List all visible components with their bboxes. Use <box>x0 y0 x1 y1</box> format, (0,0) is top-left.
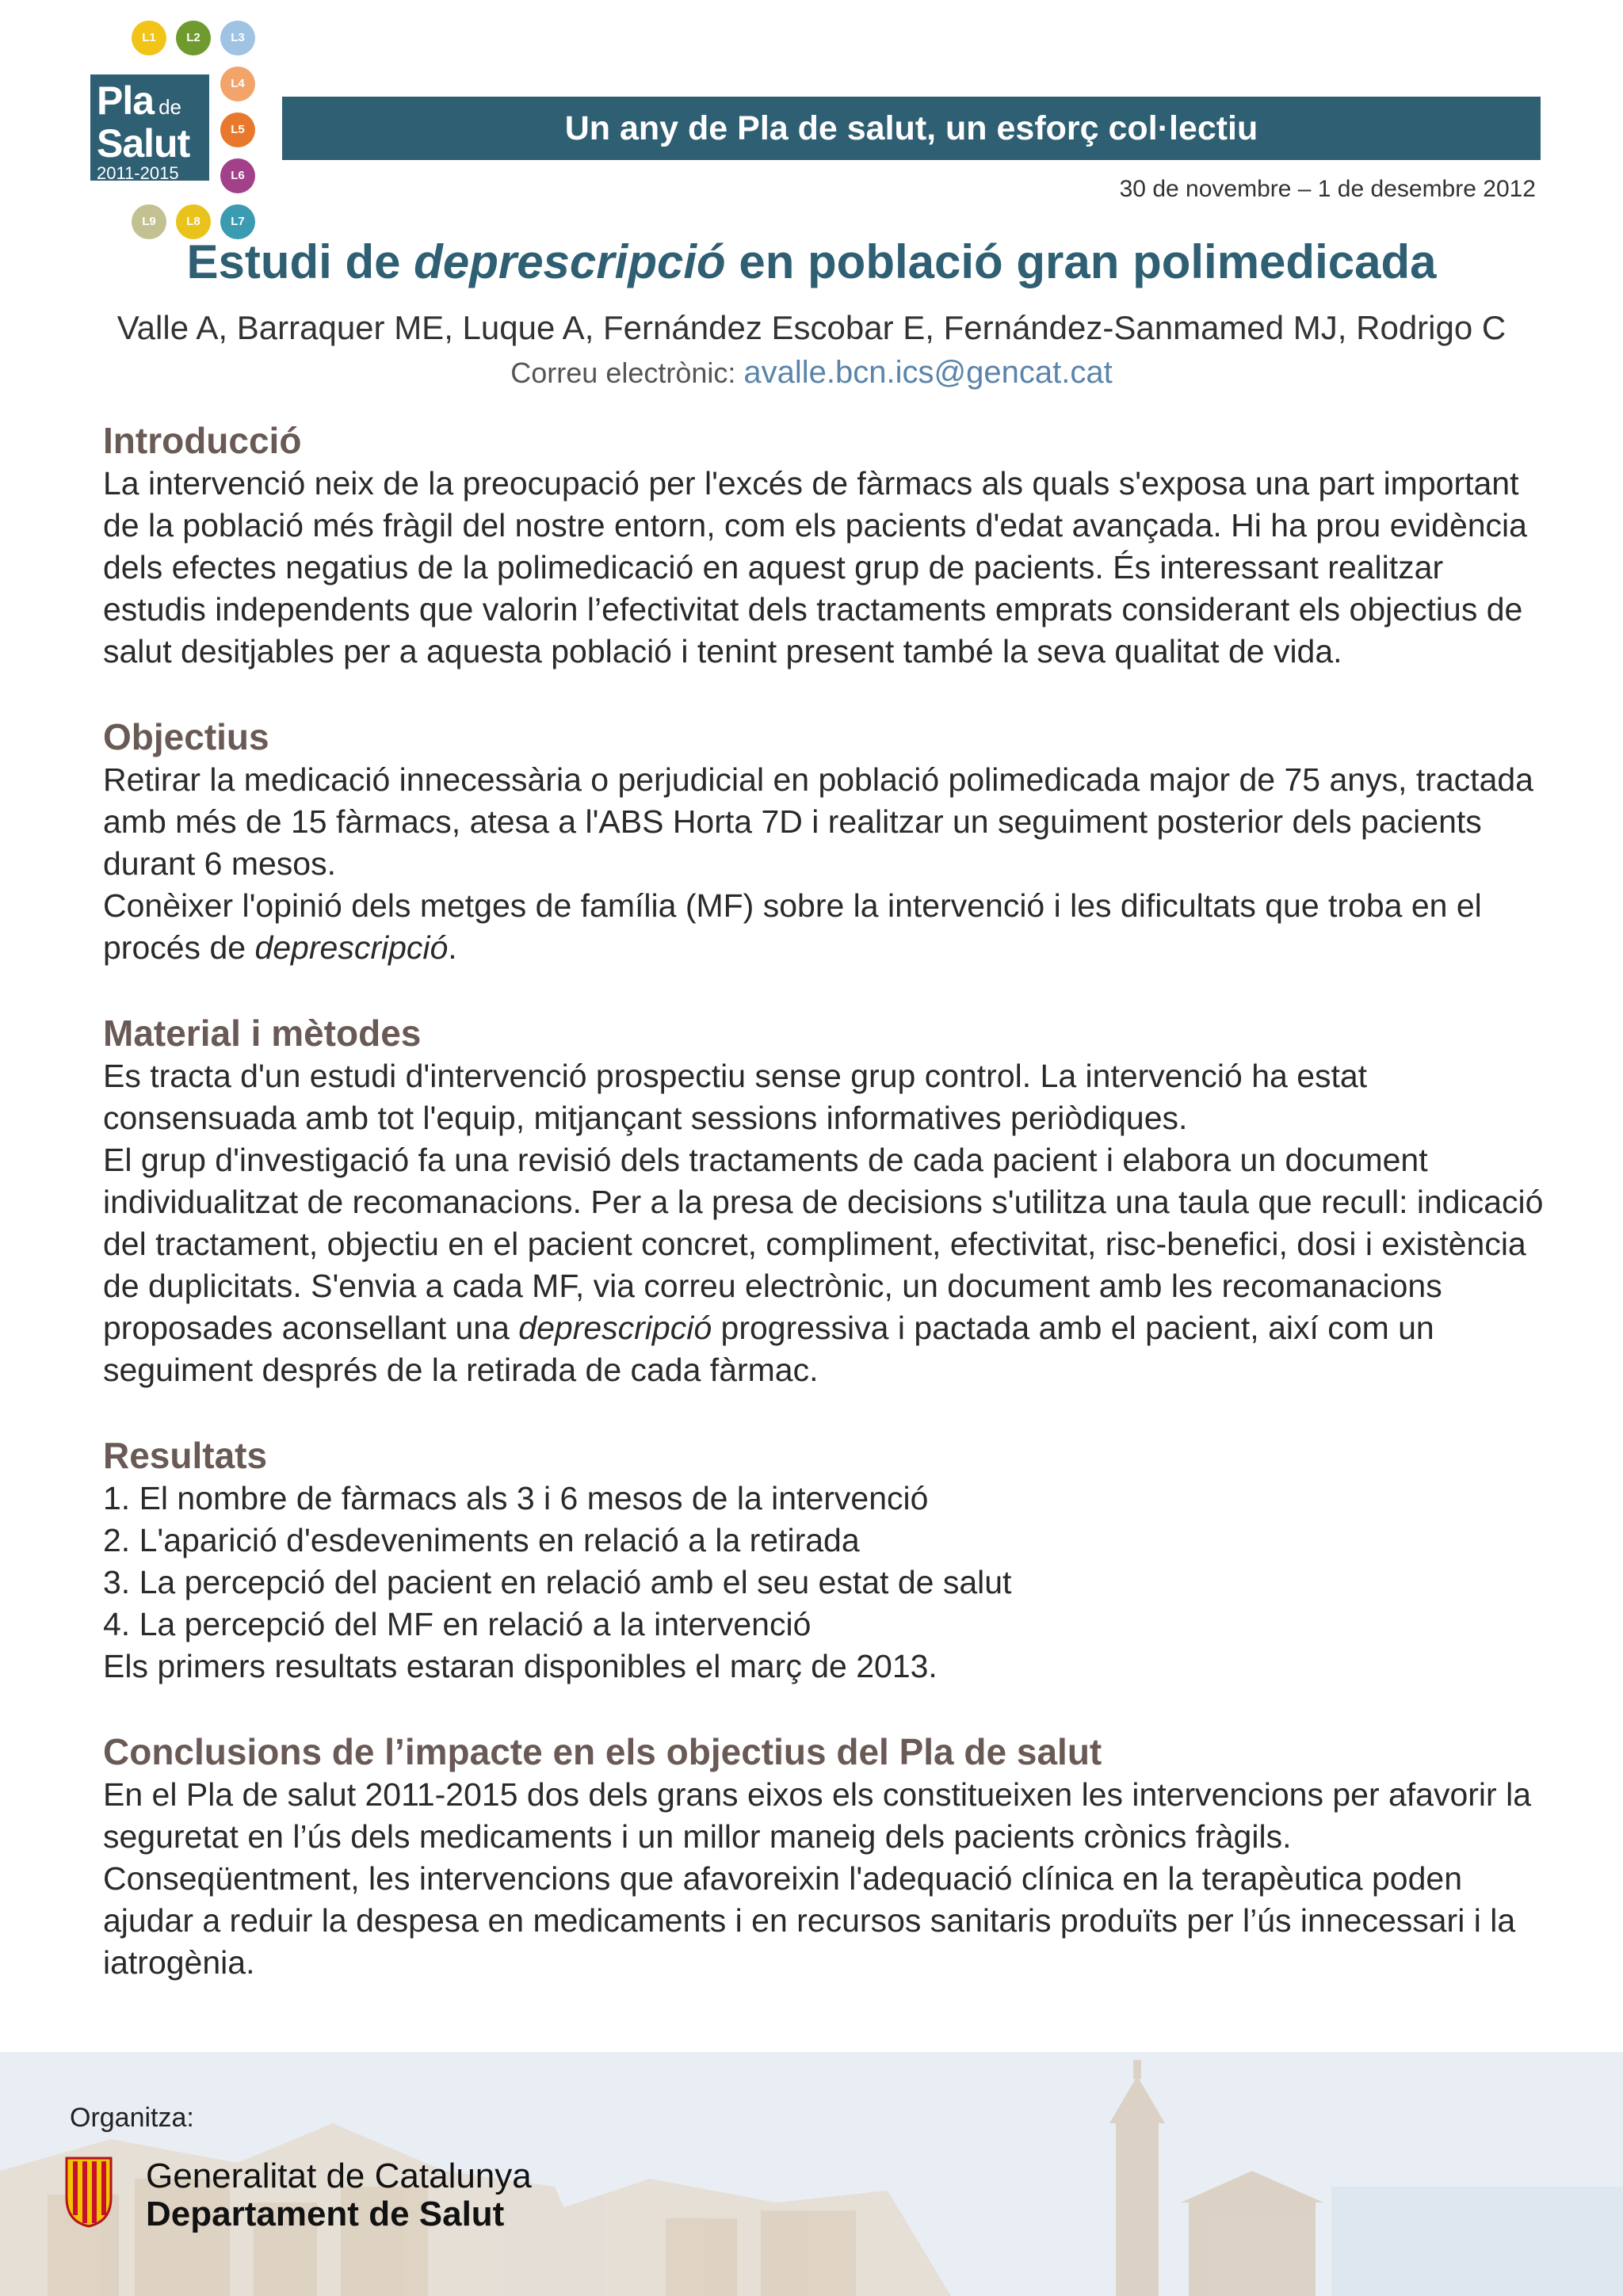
section-text: Els primers resultats estaran disponibles el març de 2013. <box>103 1648 938 1684</box>
line-dot-l1: L1 <box>132 21 166 55</box>
poster-body <box>103 418 1553 2026</box>
section-title: Objectius <box>103 716 269 757</box>
poster-title: Estudi de deprescripció en població gran polimedicada <box>186 235 1437 288</box>
header-banner: Un any de Pla de salut, un esforç col·lectiu <box>282 97 1541 160</box>
line-dot-l8: L8 <box>176 204 211 239</box>
pla-de-salut-logo <box>86 21 268 242</box>
line-dot-l2: L2 <box>176 21 211 55</box>
logo-pla: Pla de <box>97 78 181 123</box>
section-material-metodes <box>103 1011 1553 1391</box>
line-dot-l5: L5 <box>220 113 255 147</box>
logo-years: 2011-2015 <box>97 163 179 183</box>
section-objectius <box>103 715 1553 969</box>
email-line: Correu electrònic: avalle.bcn.ics@gencat.cat <box>510 355 1113 390</box>
generalitat-name: Generalitat de Catalunya <box>146 2157 532 2195</box>
email-link[interactable]: avalle.bcn.ics@gencat.cat <box>743 355 1113 390</box>
section-conclusions <box>103 1730 1553 1984</box>
section-title: Material i mètodes <box>103 1013 422 1054</box>
section-text: En el Pla de salut 2011-2015 dos dels grans eixos els constitueixen les intervencions per afavorir la seguretat en l’ús dels medicaments i un millor maneig dels pacients crònics fràgils. Conseqüentment, les intervencions que afavoreixin l'adequació clínica en la terapèutica poden ajudar a reduir la despesa en medicaments i en recursos sanitaris produïts per l’ús innecessari i la iatrogènia. <box>103 1776 1531 1981</box>
logo-de: de <box>158 95 181 119</box>
section-text: El grup d'investigació fa una revisió dels tractaments de cada pacient i elabora un document individualitzat de recomanacions. Per a la presa de decisions s'utilitza una taula que recull: indicació del tractament, objectiu en el pacient concret, compliment, efectivitat, risc-benefici, dosi i existència de duplicitats. S'envia a cada MF, via correu electrònic, un document amb les recomanacions proposades aconsellant una deprescripció progressiva i pactada amb el pacient, així com un seguiment després de la retirada de cada fàrmac. <box>103 1142 1544 1388</box>
logo-box <box>90 74 209 181</box>
list-item: 3. La percepció del pacient en relació amb el seu estat de salut <box>103 1564 1012 1600</box>
section-title: Introducció <box>103 420 302 461</box>
section-text: Es tracta d'un estudi d'intervenció prospectiu sense grup control. La intervenció ha estat consensuada amb tot l'equip, mitjançant sessions informatives periòdiques. <box>103 1058 1368 1136</box>
title-italic: deprescripció <box>414 235 726 288</box>
section-text: La intervenció neix de la preocupació per l'excés de fàrmacs als quals s'exposa una part important de la població més fràgil del nostre entorn, com els pacients d'edat avançada. Hi ha prou evidència dels efectes negatius de la polimedicació en aquest grup de pacients. És interessant realitzar estudis independents que valorin l’efectivitat dels tractaments emprats considerant els objectius de salut desitjables per a aquesta població i tenint present també la seva qualitat de vida. <box>103 465 1527 669</box>
line-dot-l4: L4 <box>220 67 255 101</box>
section-text: Retirar la medicació innecessària o perjudicial en població polimedicada major de 75 anys, tractada amb més de 15 fàrmacs, atesa a l'ABS Horta 7D i realitzar un seguiment posterior dels pacients durant 6 mesos. <box>103 761 1533 882</box>
section-title: Resultats <box>103 1435 268 1476</box>
line-dot-l9: L9 <box>132 204 166 239</box>
organizer-label: Organitza: <box>70 2103 194 2133</box>
list-item: 4. La percepció del MF en relació a la intervenció <box>103 1606 812 1642</box>
section-title: Conclusions de l’impacte en els objectius del Pla de salut <box>103 1731 1102 1772</box>
authors: Valle A, Barraquer ME, Luque A, Fernández Escobar E, Fernández-Sanmamed MJ, Rodrigo C <box>116 309 1507 346</box>
list-item: 2. L'aparició d'esdeveniments en relació a la retirada <box>103 1522 860 1558</box>
section-introduccio <box>103 418 1553 673</box>
generalitat-logo-icon <box>65 2157 113 2228</box>
section-text: Conèixer l'opinió dels metges de família (MF) sobre la intervenció i les dificultats que troba en el procés de deprescripció. <box>103 887 1482 966</box>
event-date: 30 de novembre – 1 de desembre 2012 <box>1119 176 1536 202</box>
section-resultats <box>103 1433 1553 1688</box>
line-dot-l6: L6 <box>220 158 255 193</box>
department-name: Departament de Salut <box>146 2195 505 2233</box>
results-list <box>103 1478 1553 1646</box>
line-dot-l3: L3 <box>220 21 255 55</box>
list-item: 1. El nombre de fàrmacs als 3 i 6 mesos de la intervenció <box>103 1480 929 1516</box>
logo-salut: Salut <box>97 121 190 166</box>
line-dot-l7: L7 <box>220 204 255 239</box>
